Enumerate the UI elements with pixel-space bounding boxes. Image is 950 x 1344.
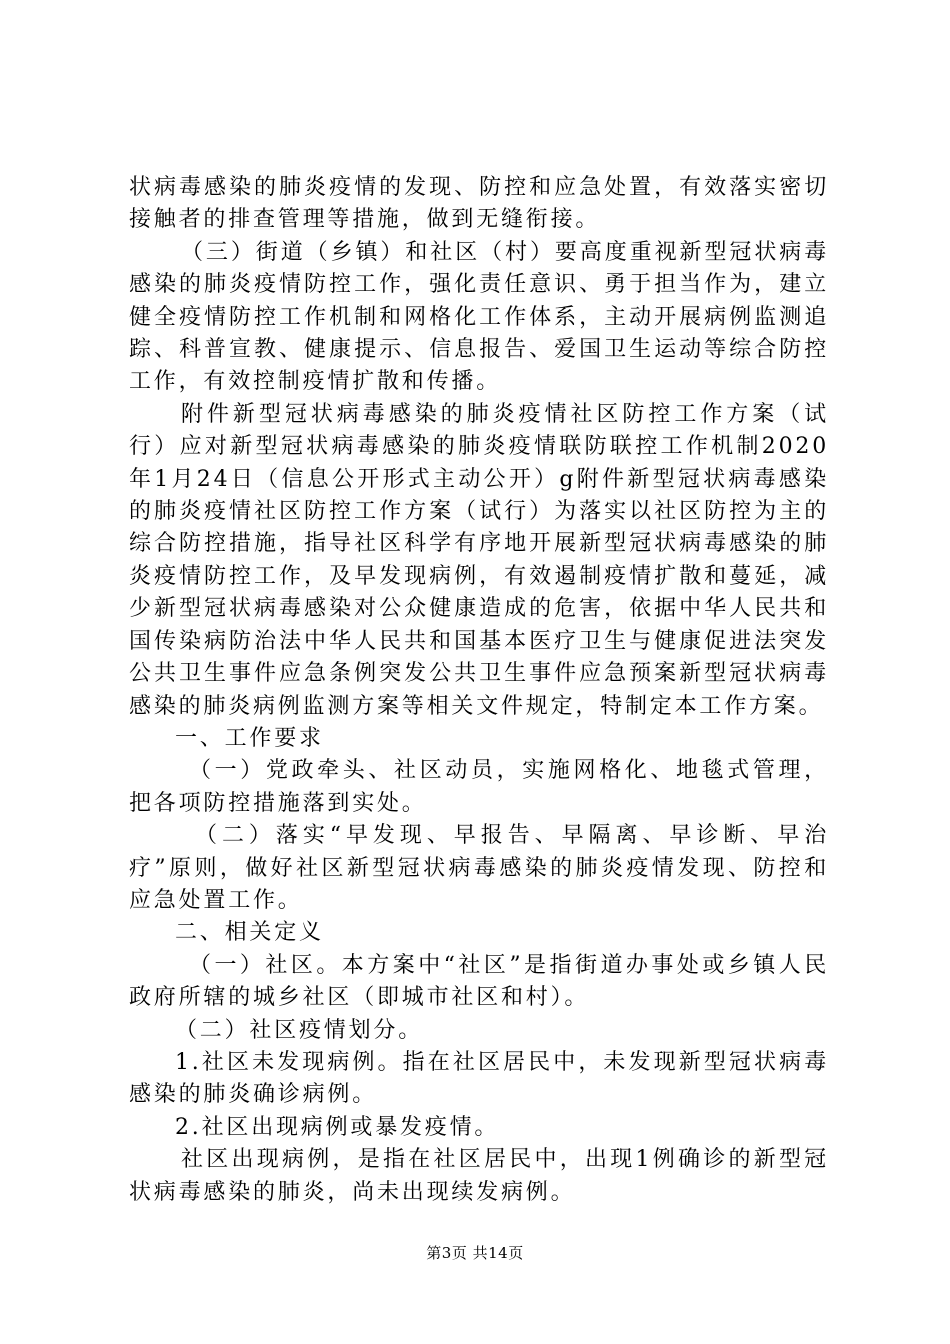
page-number-footer: 第3页 共14页 <box>426 1244 524 1262</box>
heading-work-requirements: 一、工作要求 <box>175 725 324 751</box>
paragraph-definition-community: （一）社区。本方案中“社区”是指街道办事处或乡镇人民政府所辖的城乡社区（即城市社区和村）。 <box>129 952 829 1011</box>
paragraph-requirement-two: （二）落实“早发现、早报告、早隔离、早诊断、早治疗”原则，做好社区新型冠状病毒感染的肺炎疫情发现、防控和应急处置工作。 <box>129 823 829 913</box>
heading-definitions: 二、相关定义 <box>175 920 324 946</box>
paragraph-section-three: （三）街道（乡镇）和社区（村）要高度重视新型冠状病毒感染的肺炎疫情防控工作，强化责任意识、勇于担当作为，建立健全疫情防控工作机制和网格化工作体系，主动开展病例监测追踪、科普宣教、健康提示、信息报告、爱国卫生运动等综合防控工作，有效控制疫情扩散和传播。 <box>129 239 829 395</box>
paragraph-requirement-one: （一）党政牵头、社区动员，实施网格化、地毯式管理，把各项防控措施落到实处。 <box>129 758 829 816</box>
paragraph-case-definition: 社区出现病例，是指在社区居民中，出现1例确诊的新型冠状病毒感染的肺炎，尚未出现续发病例。 <box>129 1147 829 1205</box>
paragraph-definition-classification: （二）社区疫情划分。 <box>175 1017 424 1043</box>
paragraph-classification-one: 1.社区未发现病例。指在社区居民中，未发现新型冠状病毒感染的肺炎确诊病例。 <box>129 1049 829 1108</box>
paragraph-classification-two: 2.社区出现病例或暴发疫情。 <box>175 1114 500 1140</box>
paragraph-attachment: 附件新型冠状病毒感染的肺炎疫情社区防控工作方案（试行）应对新型冠状病毒感染的肺炎疫情联防联控工作机制2020年1月24日（信息公开形式主动公开）g附件新型冠状病毒感染的肺炎疫情社区防控工作方案（试行）为落实以社区防控为主的综合防控措施，指导社区科学有序地开展新型冠状病毒感染的肺炎疫情防控工作，及早发现病例，有效遏制疫情扩散和蔓延，减少新型冠状病毒感染对公众健康造成的危害，依据中华人民共和国传染病防治法中华人民共和国基本医疗卫生与健康促进法突发公共卫生事件应急条例突发公共卫生事件应急预案新型冠状病毒感染的肺炎病例监测方案等相关文件规定，特制定本工作方案。 <box>129 401 829 719</box>
document-body <box>129 172 829 1209</box>
paragraph-continuation: 状病毒感染的肺炎疫情的发现、防控和应急处置，有效落实密切接触者的排查管理等措施，做到无缝衔接。 <box>129 175 829 233</box>
